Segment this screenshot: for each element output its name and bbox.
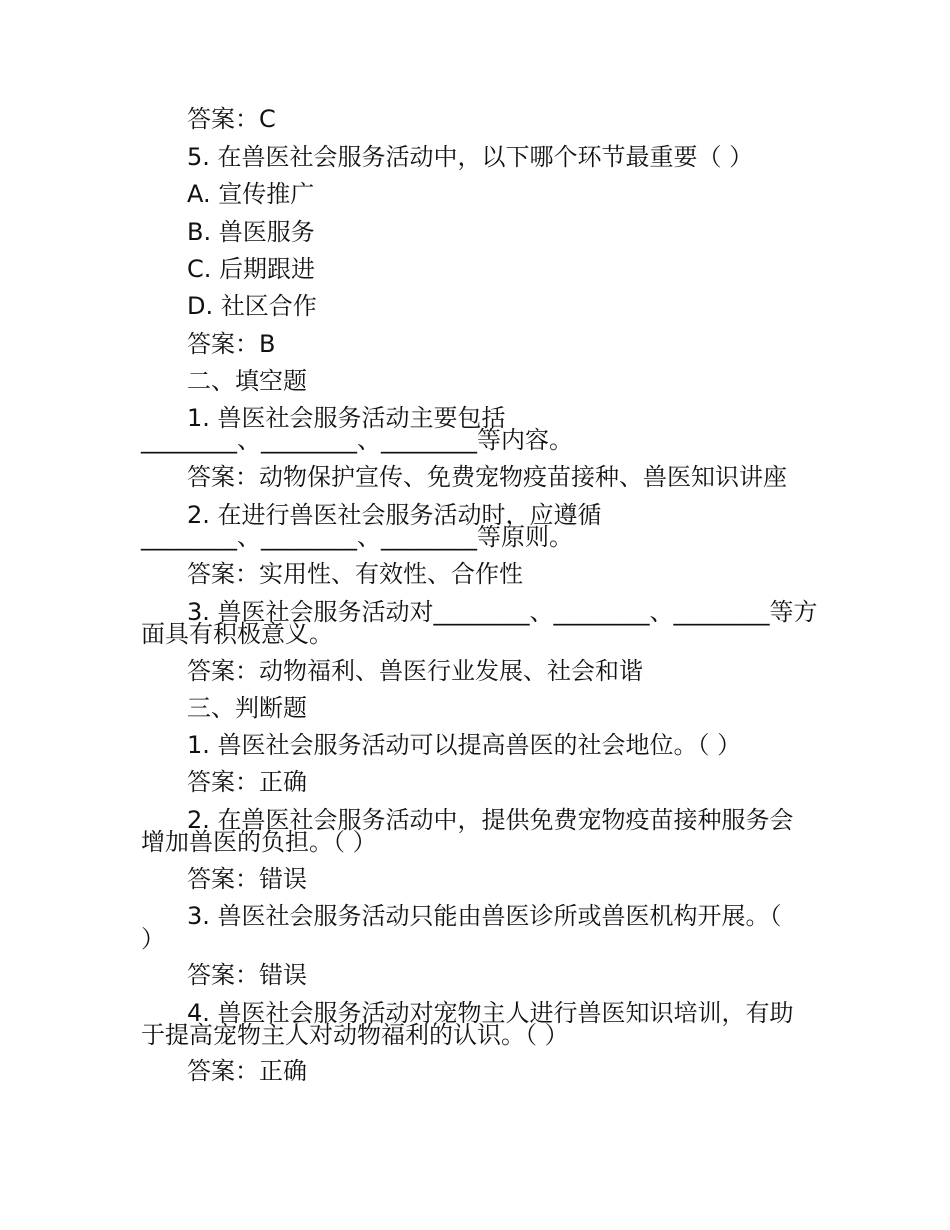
answer-line: 答案：错误	[187, 865, 307, 893]
judge-question-1: 1. 兽医社会服务活动可以提高兽医的社会地位。（ ）	[187, 731, 742, 759]
option-c: C. 后期跟进	[187, 255, 316, 283]
judge-question-2-continued: 增加兽医的负担。（ ）	[141, 828, 377, 856]
fill-question-3-continued: 面具有积极意义。	[141, 620, 333, 648]
option-d: D. 社区合作	[187, 292, 317, 320]
question-5: 5. 在兽医社会服务活动中，以下哪个环节最重要（ ）	[187, 143, 754, 171]
answer-line: 答案：C	[187, 105, 276, 133]
fill-question-3: 3. 兽医社会服务活动对________、________、________等方	[187, 598, 818, 626]
answer-line: 答案：错误	[187, 961, 307, 989]
section-heading-fill-blank: 二、填空题	[187, 367, 307, 395]
answer-line: 答案：动物福利、兽医行业发展、社会和谐	[187, 657, 643, 685]
fill-question-1-continued: ________、________、________等内容。	[141, 426, 573, 454]
judge-question-3-continued: ）	[141, 925, 165, 953]
fill-question-1: 1. 兽医社会服务活动主要包括	[187, 404, 506, 432]
section-heading-true-false: 三、判断题	[187, 694, 307, 722]
judge-question-3: 3. 兽医社会服务活动只能由兽医诊所或兽医机构开展。（	[187, 902, 782, 930]
answer-line: 答案：B	[187, 330, 276, 358]
option-a: A. 宣传推广	[187, 180, 315, 208]
judge-question-4: 4. 兽医社会服务活动对宠物主人进行兽医知识培训，有助	[187, 999, 794, 1027]
fill-question-2-continued: ________、________、________等原则。	[141, 523, 573, 551]
judge-question-2: 2. 在兽医社会服务活动中，提供免费宠物疫苗接种服务会	[187, 806, 794, 834]
answer-line: 答案：正确	[187, 1057, 307, 1085]
answer-line: 答案：实用性、有效性、合作性	[187, 560, 523, 588]
judge-question-4-continued: 于提高宠物主人对动物福利的认识。（ ）	[141, 1021, 569, 1049]
fill-question-2: 2. 在进行兽医社会服务活动时，应遵循	[187, 501, 602, 529]
answer-line: 答案：动物保护宣传、免费宠物疫苗接种、兽医知识讲座	[187, 463, 787, 491]
option-b: B. 兽医服务	[187, 218, 315, 246]
answer-line: 答案：正确	[187, 768, 307, 796]
